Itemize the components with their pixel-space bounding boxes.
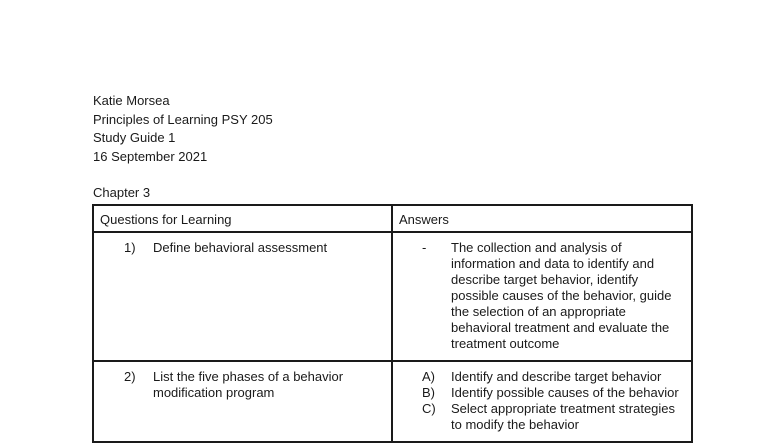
document-title: Study Guide 1 (93, 130, 176, 145)
answer-list-item (399, 401, 685, 433)
question-text: Define behavioral assessment (153, 240, 328, 255)
answer-bullet: - (422, 240, 427, 255)
answer-text: Select appropriate treatment strategies to modify the behavior (451, 401, 676, 432)
answer-list-item (399, 385, 685, 401)
course-title: Principles of Learning PSY 205 (93, 111, 273, 127)
question-item (100, 369, 385, 401)
question-cell (93, 361, 392, 442)
answer-marker: A) (422, 369, 436, 384)
column-header-answers: Answers (392, 205, 692, 232)
column-header-questions: Questions for Learning (93, 205, 392, 232)
document-date: 16 September 2021 (93, 148, 208, 164)
question-item (100, 240, 385, 256)
answer-text: The collection and analysis of information and data to identify and describe target behavior, identify possible causes of the behavior, guide the selection of an appropriate behavioral treatment and evaluate the treatment outcome (451, 240, 672, 351)
chapter-heading: Chapter 3 (93, 185, 151, 200)
answer-marker: B) (422, 385, 436, 400)
study-guide-table (92, 204, 693, 443)
question-text: List the five phases of a behavior modification program (153, 369, 344, 400)
answer-cell (392, 361, 692, 442)
table-row (93, 232, 692, 361)
answer-marker: C) (422, 401, 436, 416)
answer-item (399, 240, 685, 352)
question-number: 2) (124, 369, 136, 384)
answer-text: Identify possible causes of the behavior (451, 385, 679, 400)
question-cell (93, 232, 392, 361)
author-name: Katie Morsea (93, 93, 170, 108)
question-number: 1) (124, 240, 136, 255)
answer-list-item (399, 369, 685, 385)
answer-text: Identify and describe target behavior (451, 369, 662, 384)
document-header (93, 92, 273, 166)
table-row (93, 361, 692, 442)
answer-cell (392, 232, 692, 361)
table-header-row (93, 205, 692, 232)
